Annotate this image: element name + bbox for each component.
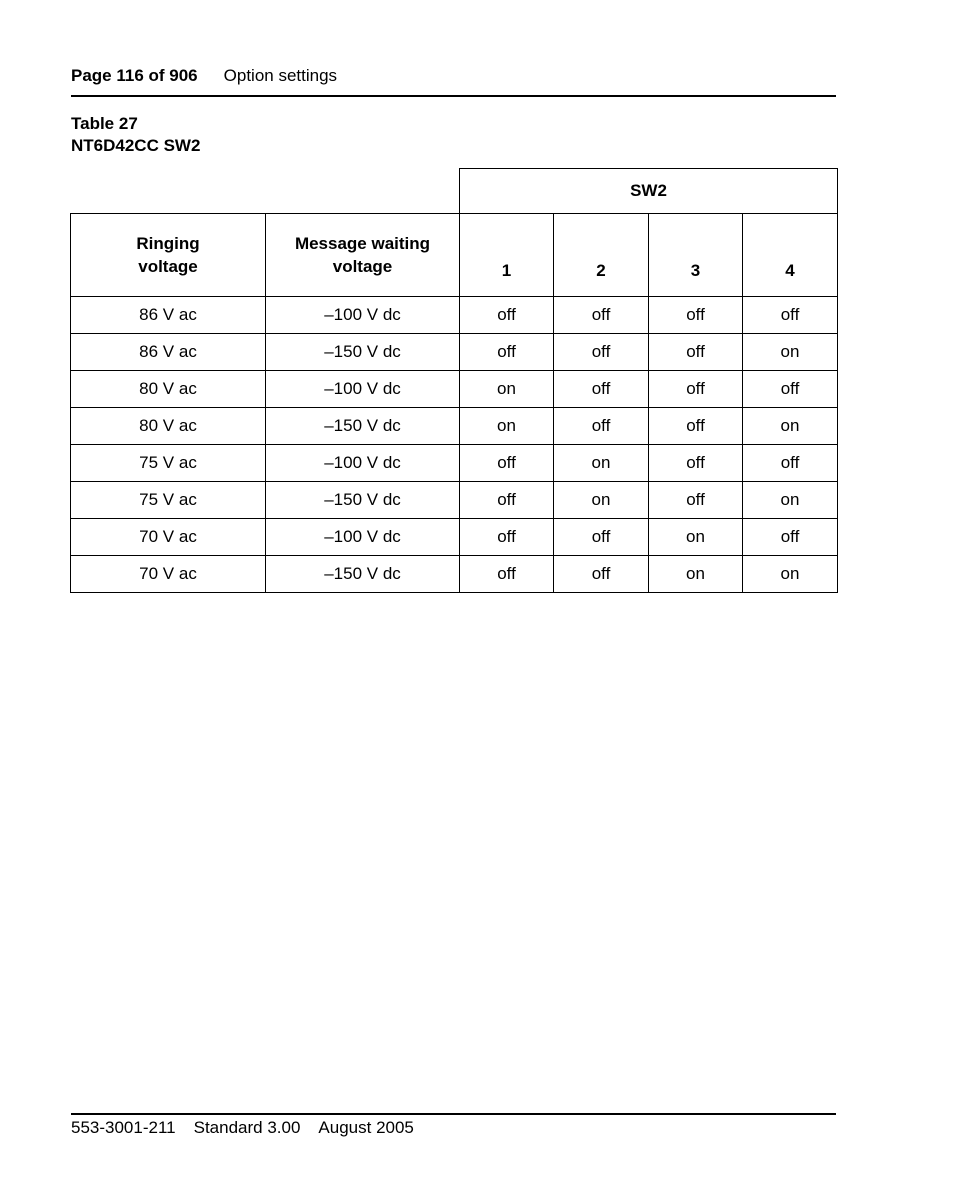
ringing-voltage-cell: 80 V ac — [71, 408, 266, 445]
message-voltage-cell: –100 V dc — [266, 519, 460, 556]
switch-4-cell: off — [743, 445, 838, 482]
switch-4-cell: on — [743, 556, 838, 593]
switch-4-cell: off — [743, 519, 838, 556]
switch-3-cell: off — [649, 334, 743, 371]
message-voltage-cell: –150 V dc — [266, 482, 460, 519]
document-standard: Standard 3.00 — [193, 1118, 301, 1137]
table-caption — [71, 113, 200, 157]
message-voltage-cell: –100 V dc — [266, 371, 460, 408]
switch-2-header: 2 — [554, 214, 649, 297]
table-row — [71, 445, 838, 482]
page-footer — [71, 1118, 432, 1138]
switch-3-cell: on — [649, 519, 743, 556]
table-row — [71, 334, 838, 371]
page-header — [71, 66, 337, 86]
table-row — [71, 519, 838, 556]
switch-1-cell: on — [460, 408, 554, 445]
table-group-header-row — [71, 169, 838, 214]
switch-4-cell: on — [743, 482, 838, 519]
switch-3-cell: off — [649, 482, 743, 519]
table-row — [71, 371, 838, 408]
switch-4-header: 4 — [743, 214, 838, 297]
document-date: August 2005 — [318, 1118, 414, 1137]
switch-3-cell: off — [649, 297, 743, 334]
table-corner-blank — [71, 169, 460, 214]
switch-1-cell: off — [460, 445, 554, 482]
section-title: Option settings — [223, 66, 338, 85]
switch-3-cell: off — [649, 445, 743, 482]
ringing-voltage-header: Ringing voltage — [71, 214, 266, 297]
switch-2-cell: on — [554, 482, 649, 519]
footer-divider — [71, 1113, 836, 1115]
table-row — [71, 556, 838, 593]
switch-3-cell: on — [649, 556, 743, 593]
ringing-voltage-cell: 70 V ac — [71, 556, 266, 593]
switch-1-header: 1 — [460, 214, 554, 297]
switch-3-cell: off — [649, 408, 743, 445]
switch-2-cell: off — [554, 519, 649, 556]
table-number: Table 27 — [71, 114, 138, 133]
header-divider — [71, 95, 836, 97]
switch-4-cell: off — [743, 297, 838, 334]
switch-1-cell: on — [460, 371, 554, 408]
switch-2-cell: off — [554, 297, 649, 334]
table-title: NT6D42CC SW2 — [71, 136, 201, 155]
page-number: Page 116 of 906 — [71, 66, 198, 85]
message-voltage-cell: –150 V dc — [266, 408, 460, 445]
switch-4-cell: off — [743, 371, 838, 408]
switch-2-cell: off — [554, 408, 649, 445]
switch-settings-table — [70, 168, 838, 593]
switch-2-cell: off — [554, 556, 649, 593]
message-voltage-cell: –100 V dc — [266, 297, 460, 334]
table-column-header-row — [71, 214, 838, 297]
switch-1-cell: off — [460, 334, 554, 371]
ringing-voltage-cell: 86 V ac — [71, 297, 266, 334]
switch-1-cell: off — [460, 519, 554, 556]
sw2-group-header: SW2 — [460, 169, 838, 214]
message-waiting-voltage-header: Message waiting voltage — [266, 214, 460, 297]
message-voltage-cell: –150 V dc — [266, 334, 460, 371]
ringing-voltage-cell: 75 V ac — [71, 482, 266, 519]
switch-2-cell: on — [554, 445, 649, 482]
switch-1-cell: off — [460, 556, 554, 593]
ringing-voltage-cell: 75 V ac — [71, 445, 266, 482]
message-voltage-cell: –100 V dc — [266, 445, 460, 482]
switch-4-cell: on — [743, 334, 838, 371]
table-row — [71, 408, 838, 445]
switch-2-cell: off — [554, 371, 649, 408]
switch-4-cell: on — [743, 408, 838, 445]
switch-1-cell: off — [460, 482, 554, 519]
ringing-voltage-cell: 86 V ac — [71, 334, 266, 371]
switch-3-cell: off — [649, 371, 743, 408]
ringing-voltage-cell: 80 V ac — [71, 371, 266, 408]
message-voltage-cell: –150 V dc — [266, 556, 460, 593]
switch-1-cell: off — [460, 297, 554, 334]
table-row — [71, 482, 838, 519]
switch-3-header: 3 — [649, 214, 743, 297]
table-row — [71, 297, 838, 334]
document-number: 553-3001-211 — [71, 1118, 176, 1137]
switch-2-cell: off — [554, 334, 649, 371]
ringing-voltage-cell: 70 V ac — [71, 519, 266, 556]
